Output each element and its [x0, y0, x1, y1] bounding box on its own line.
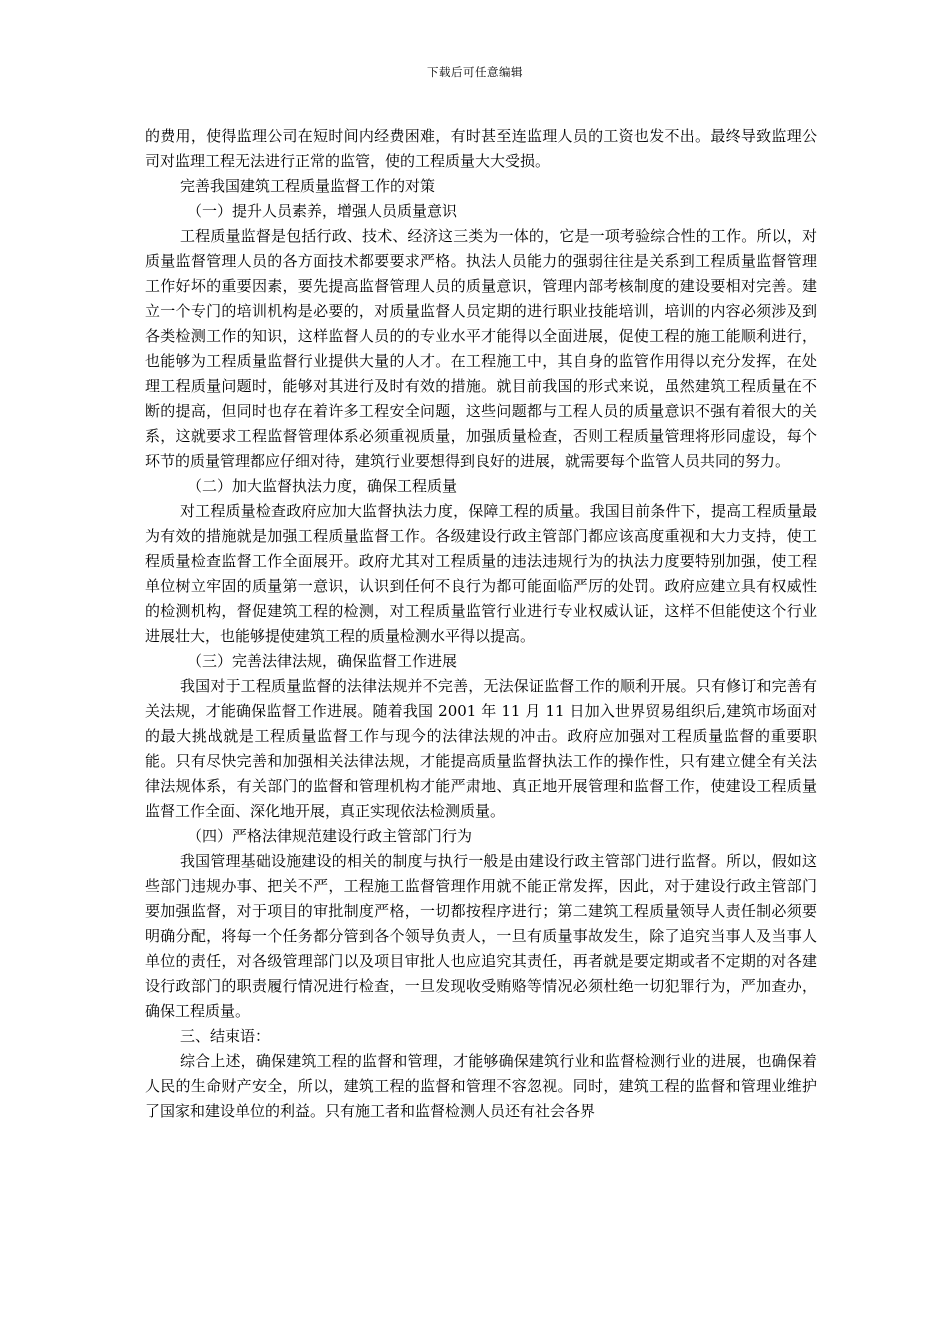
paragraph-2: 对工程质量检查政府应加大监督执法力度，保障工程的质量。我国目前条件下，提高工程质量最为有效的措施就是加强工程质量监督工作。各级建设行政主管部门都应该高度重视和大力支持，使工程质量检查监督工作全面展开。政府尤其对工程质量的违法违规行为的执法力度要特别加强，使工程单位树立牢固的质量第一意识，认识到任何不良行为都可能面临严厉的处罚。政府应建立具有权威性的检测机构，督促建筑工程的检测，对工程质量监管行业进行专业权威认证，这样不但能使这个行业进展壮大，也能够提使建筑工程的质量检测水平得以提高。	[145, 502, 817, 645]
subheading-3: （三）完善法律法规，确保监督工作进展	[187, 652, 458, 670]
subheading-1: （一）提升人员素养，增强人员质量意识	[187, 202, 458, 220]
document-body	[145, 124, 817, 1124]
paragraph-4: 我国管理基础设施建设的相关的制度与执行一般是由建设行政主管部门进行监督。所以，假如这些部门违规办事、把关不严，工程施工监督管理作用就不能正常发挥，因此，对于建设行政主管部门要加强监督，对于项目的审批制度严格，一切都按程序进行；第二建筑工程质量领导人责任制必须要明确分配，将每一个任务都分管到各个领导负责人，一旦有质量事故发生，除了追究当事人及当事人单位的责任，对各级管理部门以及项目审批人也应追究其责任，再者就是要定期或者不定期的对各建设行政部门的职责履行情况进行检查，一旦发现收受贿赂等情况必须杜绝一切犯罪行为，严加查办，确保工程质量。	[145, 852, 817, 1020]
paragraph-continued: 的费用，使得监理公司在短时间内经费困难，有时甚至连监理人员的工资也发不出。最终导致监理公司对监理工程无法进行正常的监管，使的工程质量大大受损。	[145, 127, 817, 170]
section-heading-conclusion: 三、结束语：	[180, 1027, 271, 1045]
paragraph-1: 工程质量监督是包括行政、技术、经济这三类为一体的，它是一项考验综合性的工作。所以，对质量监督管理人员的各方面技术都要要求严格。执法人员能力的强弱往往是关系到工程质量监督管理工作好坏的重要因素，要先提高监督管理人员的质量意识，管理内部考核制度的建设要相对完善。建立一个专门的培训机构是必要的，对质量监督人员定期的进行职业技能培训，培训的内容必须涉及到各类检测工作的知识，这样监督人员的的专业水平才能得以全面进展，促使工程的施工能顺利进行，也能够为工程质量监督行业提供大量的人才。在工程施工中，其自身的监管作用得以充分发挥，在处理工程质量问题时，能够对其进行及时有效的措施。就目前我国的形式来说，虽然建筑工程质量在不断的提高，但同时也存在着许多工程安全问题，这些问题都与工程人员的质量意识不强有着很大的关系，这就要求工程监督管理体系必须重视质量，加强质量检查，否则工程质量管理将形同虚设，每个环节的质量管理都应仔细对待，建筑行业要想得到良好的进展，就需要每个监管人员共同的努力。	[145, 227, 817, 470]
section-heading-countermeasures: 完善我国建筑工程质量监督工作的对策	[180, 177, 436, 195]
page-header: 下载后可任意编辑	[427, 65, 523, 79]
subheading-4: （四）严格法律规范建设行政主管部门行为	[187, 827, 473, 845]
paragraph-conclusion: 综合上述，确保建筑工程的监督和管理，才能够确保建筑行业和监督检测行业的进展，也确保着人民的生命财产安全，所以，建筑工程的监督和管理不容忽视。同时，建筑工程的监督和管理业维护了国家和建设单位的利益。只有施工者和监督检测人员还有社会各界	[145, 1052, 817, 1120]
paragraph-3: 我国对于工程质量监督的法律法规并不完善，无法保证监督工作的顺利开展。只有修订和完善有关法规，才能确保监督工作进展。随着我国 2001 年 11 月 11 日加入世界贸易组织后,建筑市场面对的最大挑战就是工程质量监督工作与现今的法律法规的冲击。政府应加强对工程质量监督的重要职能。只有尽快完善和加强相关法律法规，才能提高质量监督执法工作的操作性，只有建立健全有关法律法规体系，有关部门的监督和管理机构才能严肃地、真正地开展管理和监督工作，使建设工程质量监督工作全面、深化地开展，真正实现依法检测质量。	[145, 677, 817, 820]
subheading-2: （二）加大监督执法力度，确保工程质量	[187, 477, 458, 495]
